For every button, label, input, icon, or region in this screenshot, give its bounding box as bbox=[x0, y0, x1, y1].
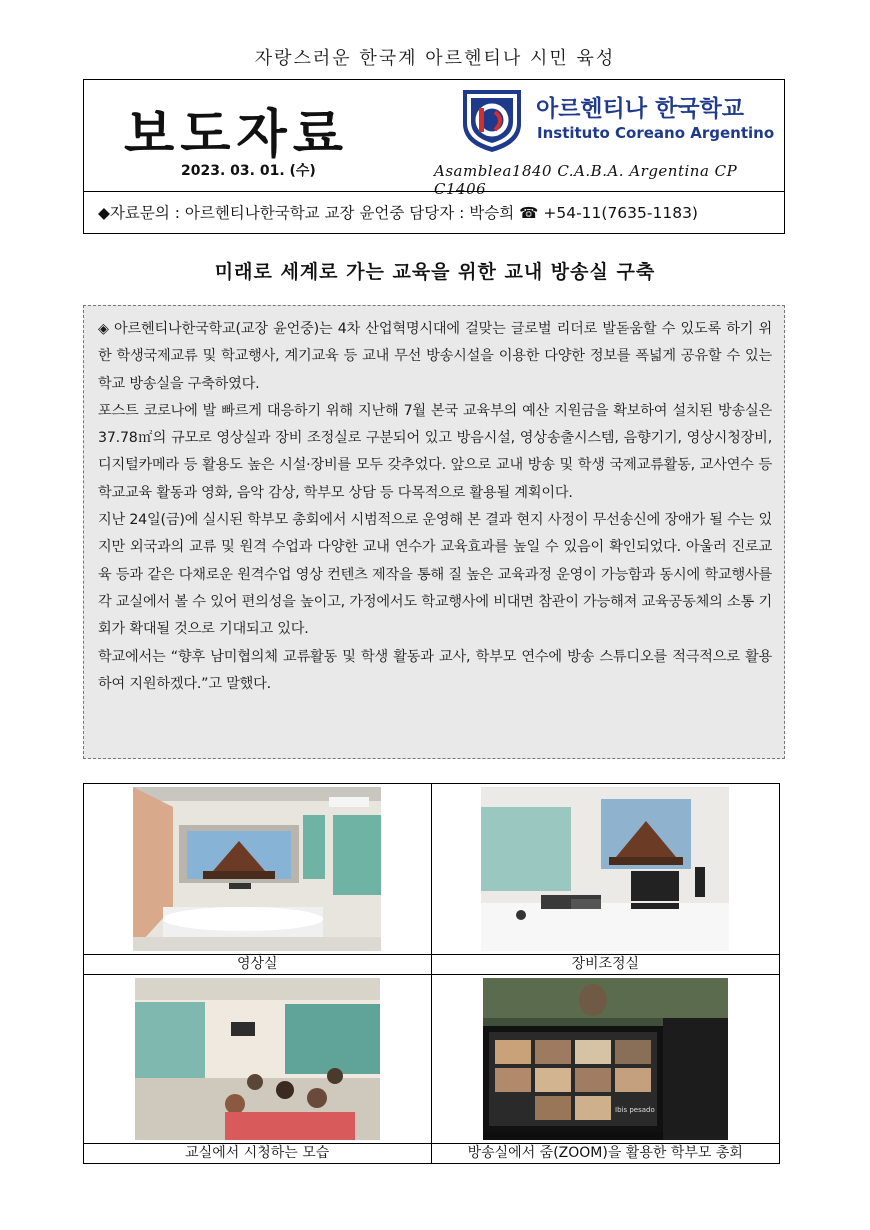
control-room-photo bbox=[481, 787, 729, 951]
photo-caption: 방송실에서 줌(ZOOM)을 활용한 학부모 총회 bbox=[431, 1144, 780, 1164]
photo-cell bbox=[84, 784, 432, 955]
photo-table bbox=[83, 783, 780, 1164]
press-header bbox=[83, 79, 785, 234]
school-logo bbox=[457, 86, 527, 154]
photo-cell bbox=[431, 784, 780, 955]
article-paragraph: ◈ 아르헨티나한국학교(교장 윤언중)는 4차 산업혁명시대에 걸맞는 글로벌 리더로 발돋움할 수 있도록 하기 위한 학생국제교류 및 학교행사, 계기교육 등 교내 무선 방송시설을 이용한 다양한 정보를 폭넓게 공유할 수 있는 학교 방송실을 구축하였다. bbox=[98, 321, 772, 392]
release-date: 2023. 03. 01. (수) bbox=[181, 163, 316, 179]
classroom-viewing-photo bbox=[135, 978, 380, 1140]
school-address: Asamblea1840 C.A.B.A. Argentina CP C1406 bbox=[434, 162, 738, 198]
article-paragraph: 지난 24일(금)에 실시된 학부모 총회에서 시범적으로 운영해 본 결과 현지 사정이 무선송신에 장애가 될 수는 있지만 외국과의 교류 및 원격 수업과 다양한 교내 연수가 교육효과를 높일 수 있음이 확인되었다. 아울러 진로교육 등과 같은 다채로운 원격수업 영상 컨텐츠 제작을 통해 질 높은 교육과정 운영이 가능함과 동시에 학교행사를 각 교실에서 볼 수 있어 편의성을 높이고, 가정에서도 학교행사에 비대면 참관이 가능해져 교육공동체의 소통 기회가 확대될 것으로 기대되고 있다. bbox=[98, 512, 772, 638]
contact-info: ◆자료문의 : 아르헨티나한국학교 교장 윤언중 담당자 : 박승희 ☎ +54-11(7635-1183) bbox=[98, 204, 698, 222]
video-room-photo bbox=[133, 787, 381, 951]
zoom-meeting-photo bbox=[483, 978, 728, 1140]
photo-caption: 장비조정실 bbox=[431, 955, 780, 975]
photo-caption: 교실에서 시청하는 모습 bbox=[84, 1144, 432, 1164]
school-name-korean: 아르헨티나 한국학교 bbox=[536, 96, 744, 122]
article-headline: 미래로 세계로 가는 교육을 위한 교내 방송실 구축 bbox=[214, 261, 656, 283]
photo-caption: 영상실 bbox=[84, 955, 432, 975]
photo-cell bbox=[84, 975, 432, 1144]
slogan: 자랑스러운 한국계 아르헨티나 시민 육성 bbox=[254, 48, 616, 69]
article-paragraph: 학교에서는 “향후 남미협의체 교류활동 및 학생 활동과 교사, 학부모 연수에 방송 스튜디오를 적극적으로 활용하여 지원하겠다.”고 말했다. bbox=[98, 648, 772, 692]
article-body bbox=[83, 305, 785, 759]
header-divider bbox=[84, 191, 784, 192]
screen-label: Ibis pesado bbox=[614, 1106, 655, 1114]
school-name-spanish: Instituto Coreano Argentino bbox=[537, 124, 775, 142]
photo-cell bbox=[431, 975, 780, 1144]
press-release-title: 보도자료 bbox=[124, 105, 349, 165]
article-paragraph: 포스트 코로나에 발 빠르게 대응하기 위해 지난해 7월 본국 교육부의 예산 지원금을 확보하여 설치된 방송실은 37.78㎡의 규모로 영상실과 장비 조정실로 구분되어 있고 방음시설, 영상송출시스템, 음향기기, 영상시청장비, 디지털카메라 등 활용도 높은 시설·장비를 모두 갖추었다. 앞으로 교내 방송 및 학생 국제교류활동, 교사연수 등 학교교육 활동과 영화, 음악 감상, 학부모 상담 등 다목적으로 활용될 계획이다. bbox=[98, 402, 772, 501]
